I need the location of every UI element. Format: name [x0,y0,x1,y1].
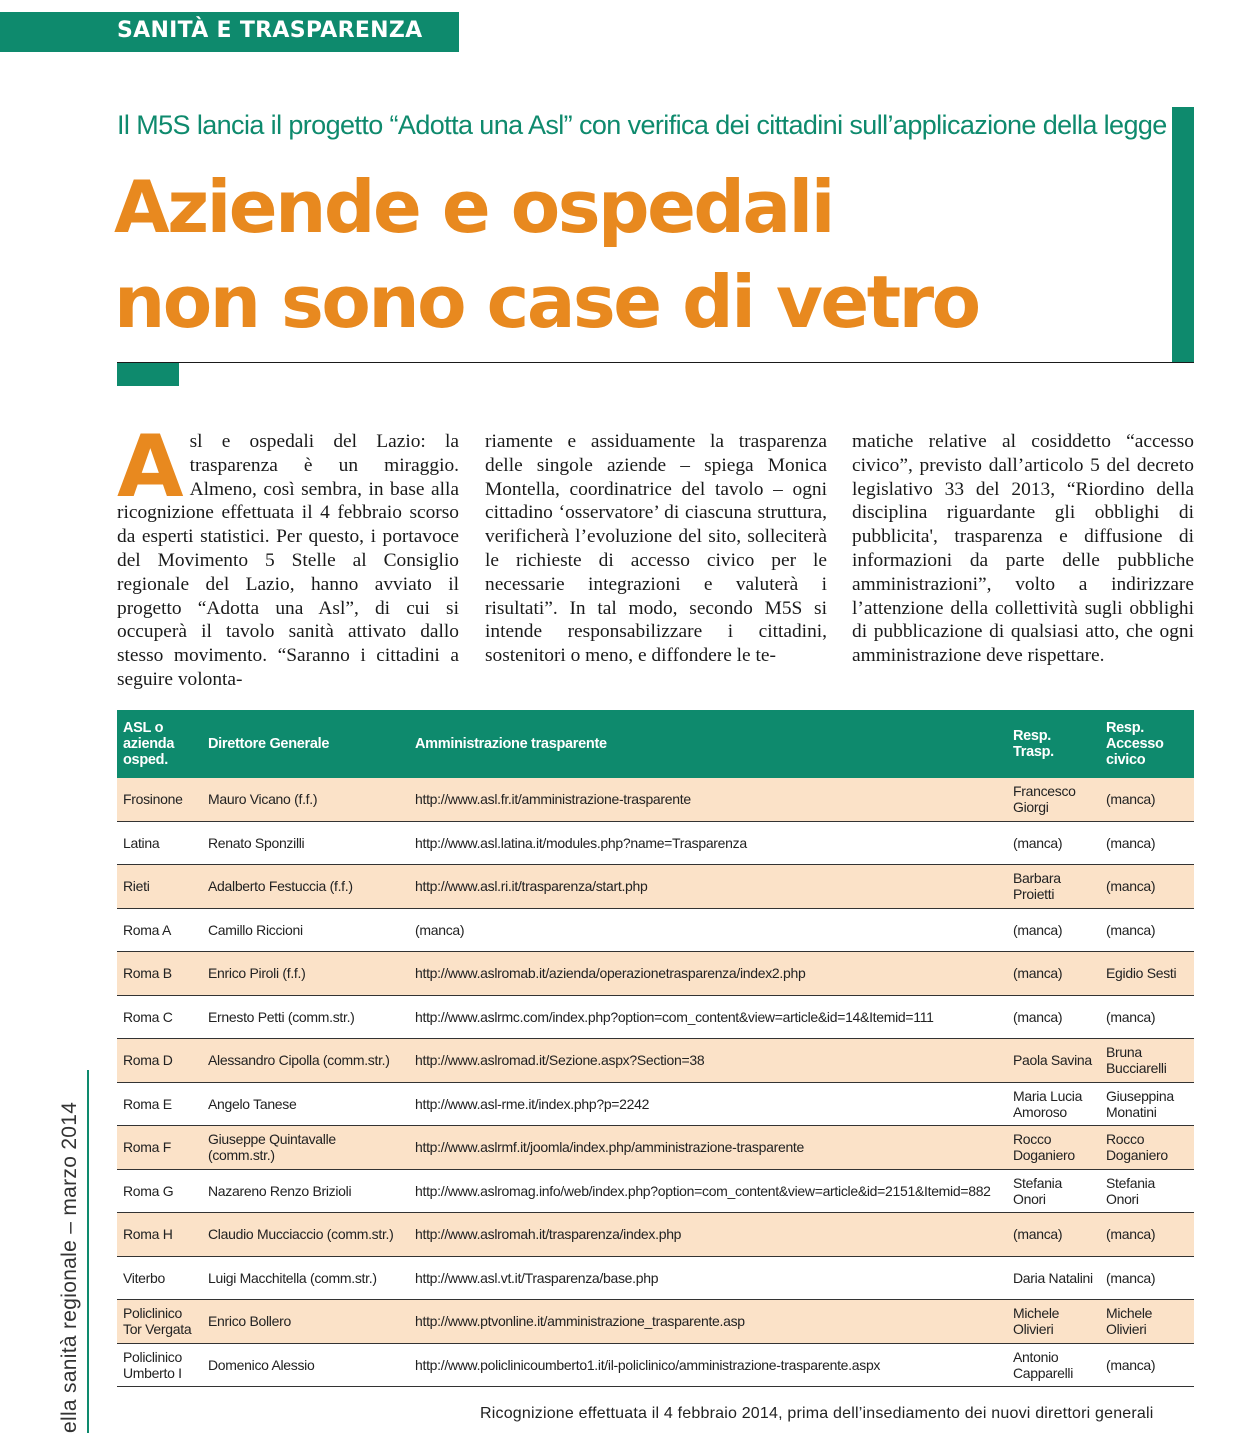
cell-resp-accesso: (manca) [1100,778,1194,821]
table-row [117,1082,1194,1126]
cell-director: Nazareno Renzo Brizioli [202,1169,409,1213]
cell-admin-url: http://www.ptvonline.it/amministrazione_trasparente.asp [409,1300,1007,1344]
section-tag [0,12,459,52]
cell-director: Enrico Piroli (f.f.) [202,952,409,996]
cell-resp-accesso: Rocco Doganiero [1100,1126,1194,1170]
cell-resp-trasp: (manca) [1007,821,1100,865]
cell-resp-trasp: Antonio Capparelli [1007,1343,1100,1387]
cell-resp-trasp: Michele Olivieri [1007,1300,1100,1344]
header-asl: ASL o azienda osped. [117,710,202,778]
table-caption: Ricognizione effettuata il 4 febbraio 2014, prima dell’insediamento dei nuovi direttori generali [480,1405,1154,1422]
cell-admin-url: (manca) [409,908,1007,952]
cell-resp-trasp: Maria Lucia Amoroso [1007,1082,1100,1126]
cell-asl: Policlinico Tor Vergata [117,1300,202,1344]
green-block [117,363,179,386]
cell-resp-trasp: Barbara Proietti [1007,865,1100,909]
side-running-text: ella sanità regionale – marzo 2014 [58,1101,81,1433]
cell-asl: Roma B [117,952,202,996]
header-resp-accesso: Resp. Accesso civico [1100,710,1194,778]
cell-asl: Viterbo [117,1256,202,1300]
cell-resp-accesso: (manca) [1100,908,1194,952]
cell-resp-trasp: (manca) [1007,1213,1100,1257]
cell-resp-trasp: Rocco Doganiero [1007,1126,1100,1170]
cell-resp-trasp: (manca) [1007,995,1100,1039]
cell-director: Giuseppe Quintavalle (comm.str.) [202,1126,409,1170]
cell-director: Claudio Mucciaccio (comm.str.) [202,1213,409,1257]
cell-director: Alessandro Cipolla (comm.str.) [202,1039,409,1083]
table-row [117,908,1194,952]
table-row [117,1300,1194,1344]
cell-director: Adalberto Festuccia (f.f.) [202,865,409,909]
cell-asl: Rieti [117,865,202,909]
cell-resp-accesso: (manca) [1100,1343,1194,1387]
headline [114,160,1164,350]
cell-resp-accesso: (manca) [1100,821,1194,865]
cell-resp-accesso: Bruna Bucciarelli [1100,1039,1194,1083]
cell-director: Luigi Macchitella (comm.str.) [202,1256,409,1300]
kicker: Il M5S lancia il progetto “Adotta una Asl” con verifica dei cittadini sull’applicazione della legge [117,110,1167,140]
cell-admin-url: http://www.aslrmc.com/index.php?option=com_content&view=article&id=14&Itemid=111 [409,995,1007,1039]
body-column-3: matiche relative al cosiddetto “accesso civico”, previsto dall’articolo 5 del decreto legislativo 33 del 2013, “Riordino della disciplina riguardante gli obblighi di pubblicita', trasparenza e diffusione di informazioni da parte delle pubbliche amministrazioni”, volto a indirizzare l’attenzione della collettività sugli obblighi di pubblicazione di qualsiasi atto, che ogni amministrazione deve rispettare. [852,431,1194,667]
cell-director: Enrico Bollero [202,1300,409,1344]
cell-asl: Roma F [117,1126,202,1170]
table-row [117,865,1194,909]
cell-resp-accesso: Giuseppina Monatini [1100,1082,1194,1126]
body-text-1: sl e ospedali del Lazio: la trasparenza è un miraggio. Almeno, così sembra, in base alla ricognizione effettuata il 4 febbraio scorso da esperti statistici. Per questo, i portavoce del Movimento 5 Stelle al Consiglio regionale del Lazio, hanno avviato il progetto “Adotta una Asl”, di cui si occuperà il tavolo sanità attivato dallo stesso movimento. “Saranno i cittadini a seguire volonta- [117,431,459,690]
cell-director: Camillo Riccioni [202,908,409,952]
table-row [117,1213,1194,1257]
cell-asl: Roma E [117,1082,202,1126]
cell-asl: Roma H [117,1213,202,1257]
cell-asl: Latina [117,821,202,865]
dropcap: A [117,417,184,517]
cell-resp-accesso: (manca) [1100,1256,1194,1300]
table-row [117,778,1194,821]
cell-director: Angelo Tanese [202,1082,409,1126]
cell-director: Domenico Alessio [202,1343,409,1387]
cell-asl: Policlinico Umberto I [117,1343,202,1387]
cell-resp-accesso: (manca) [1100,1213,1194,1257]
header-director: Direttore Generale [202,710,409,778]
right-accent-bar [1172,107,1194,363]
cell-resp-accesso: Michele Olivieri [1100,1300,1194,1344]
cell-resp-accesso: (manca) [1100,995,1194,1039]
side-rule [87,1070,89,1433]
header-admin-url: Amministrazione trasparente [409,710,1007,778]
cell-admin-url: http://www.asl.latina.it/modules.php?name=Trasparenza [409,821,1007,865]
cell-admin-url: http://www.asl-rme.it/index.php?p=2242 [409,1082,1007,1126]
body-column-1 [117,417,459,692]
cell-resp-trasp: (manca) [1007,908,1100,952]
cell-asl: Roma C [117,995,202,1039]
cell-director: Renato Sponzilli [202,821,409,865]
asl-table [117,710,1194,1387]
headline-rule [117,362,1194,363]
headline-line-2: non sono case di vetro [114,260,979,344]
headline-line-1: Aziende e ospedali [114,165,833,249]
table-row [117,1169,1194,1213]
cell-admin-url: http://www.aslromag.info/web/index.php?option=com_content&view=article&id=2151&Itemid=882 [409,1169,1007,1213]
table-row [117,1126,1194,1170]
cell-resp-accesso: Egidio Sesti [1100,952,1194,996]
cell-resp-trasp: Paola Savina [1007,1039,1100,1083]
cell-resp-trasp: Daria Natalini [1007,1256,1100,1300]
cell-asl: Roma A [117,908,202,952]
cell-director: Mauro Vicano (f.f.) [202,778,409,821]
table-header-row [117,710,1194,778]
cell-asl: Frosinone [117,778,202,821]
cell-admin-url: http://www.asl.ri.it/trasparenza/start.php [409,865,1007,909]
cell-admin-url: http://www.aslromah.it/trasparenza/index.php [409,1213,1007,1257]
cell-director: Ernesto Petti (comm.str.) [202,995,409,1039]
cell-asl: Roma G [117,1169,202,1213]
table-row [117,952,1194,996]
header-resp-trasp: Resp. Trasp. [1007,710,1100,778]
cell-admin-url: http://www.asl.fr.it/amministrazione-trasparente [409,778,1007,821]
body-column-2: riamente e assiduamente la trasparenza delle singole aziende – spiega Monica Montella, coordinatrice del tavolo – ogni cittadino ‘osservatore’ di ciascuna struttura, verificherà l’evoluzione del sito, solleciterà le richieste di accesso civico per le necessarie integrazioni e valuterà i risultati”. In tal modo, secondo M5S si intende responsabilizzare i cittadini, sostenitori o meno, e diffondere le te- [485,431,827,667]
cell-resp-trasp: (manca) [1007,952,1100,996]
cell-resp-trasp: Francesco Giorgi [1007,778,1100,821]
table-row [117,1256,1194,1300]
cell-admin-url: http://www.aslrmf.it/joomla/index.php/amministrazione-trasparente [409,1126,1007,1170]
table-row [117,1343,1194,1387]
cell-admin-url: http://www.asl.vt.it/Trasparenza/base.php [409,1256,1007,1300]
table-row [117,821,1194,865]
section-title: SANITÀ E TRASPARENZA [117,18,423,43]
table-row [117,1039,1194,1083]
cell-asl: Roma D [117,1039,202,1083]
cell-resp-trasp: Stefania Onori [1007,1169,1100,1213]
cell-resp-accesso: Stefania Onori [1100,1169,1194,1213]
cell-resp-accesso: (manca) [1100,865,1194,909]
cell-admin-url: http://www.policlinicoumberto1.it/il-policlinico/amministrazione-trasparente.aspx [409,1343,1007,1387]
table-row [117,995,1194,1039]
cell-admin-url: http://www.aslromad.it/Sezione.aspx?Section=38 [409,1039,1007,1083]
cell-admin-url: http://www.aslromab.it/azienda/operazionetrasparenza/index2.php [409,952,1007,996]
